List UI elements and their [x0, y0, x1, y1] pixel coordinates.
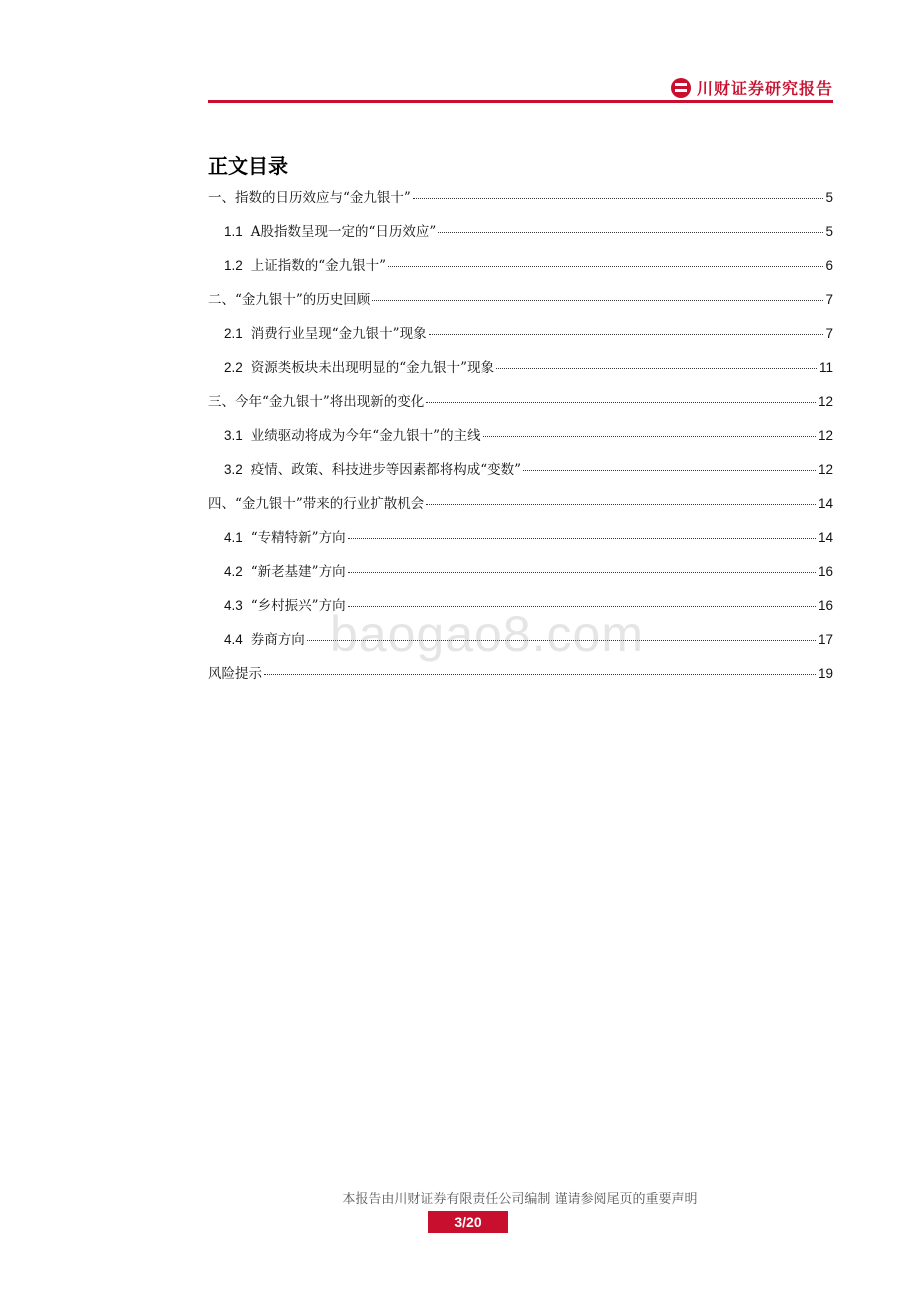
toc-entry[interactable]	[208, 254, 833, 288]
toc-entry-title: 业绩驱动将成为今年“金九银十”的主线	[250, 428, 481, 444]
toc-entry[interactable]	[208, 186, 833, 220]
toc-entry-title: “专精特新”方向	[250, 530, 346, 546]
toc-entry-page: 17	[817, 632, 833, 647]
toc-entry[interactable]	[208, 662, 833, 696]
toc-entry-page: 16	[817, 564, 833, 579]
page-number: 3/20	[428, 1211, 508, 1233]
brand-logo-icon	[671, 78, 691, 98]
toc-entry-title: 二、“金九银十”的历史回顾	[208, 292, 371, 308]
toc-entry-title: 上证指数的“金九银十”	[250, 258, 387, 274]
toc-leader-dots	[523, 470, 816, 471]
toc-entry-number: 4.4	[224, 632, 243, 647]
toc-entry-number: 1.2	[224, 258, 243, 273]
toc-entry-number: 4.2	[224, 564, 243, 579]
header-divider	[208, 100, 833, 103]
toc-entry[interactable]	[208, 220, 833, 254]
toc-entry-title: 风险提示	[208, 666, 262, 682]
toc-leader-dots	[264, 674, 816, 675]
toc-entry-page: 16	[817, 598, 833, 613]
toc-leader-dots	[496, 368, 817, 369]
toc-entry-title: 四、“金九银十”带来的行业扩散机会	[208, 496, 425, 512]
toc-entry-page: 6	[825, 258, 833, 273]
toc-entry-title: “新老基建”方向	[250, 564, 346, 580]
toc-entry[interactable]	[208, 390, 833, 424]
brand-logo	[671, 76, 833, 99]
toc-entry[interactable]	[208, 356, 833, 390]
toc-leader-dots	[426, 504, 816, 505]
toc-entry[interactable]	[208, 560, 833, 594]
toc-entry[interactable]	[208, 526, 833, 560]
toc-entry-page: 14	[817, 530, 833, 545]
toc-entry-title: 一、指数的日历效应与“金九银十”	[208, 190, 411, 206]
toc-entry-number: 3.2	[224, 462, 243, 477]
toc-entry-page: 12	[817, 394, 833, 409]
toc-entry-page: 5	[825, 190, 833, 205]
toc-entry-title: 消费行业呈现“金九银十”现象	[250, 326, 427, 342]
toc-entry[interactable]	[208, 288, 833, 322]
toc-entry-title: 券商方向	[250, 632, 305, 648]
toc-leader-dots	[413, 198, 824, 199]
toc-entry-number: 1.1	[224, 224, 243, 239]
toc-leader-dots	[426, 402, 816, 403]
toc-entry-title: 疫情、政策、科技进步等因素都将构成“变数”	[250, 462, 522, 478]
toc-entry-title: 资源类板块未出现明显的“金九银十”现象	[250, 360, 495, 376]
toc-entry-title: “乡村振兴”方向	[250, 598, 346, 614]
toc-leader-dots	[348, 572, 816, 573]
toc-leader-dots	[429, 334, 824, 335]
toc-entry-number: 3.1	[224, 428, 243, 443]
brand-name: 川财证券研究报告	[696, 79, 833, 98]
footer-disclaimer: 本报告由川财证券有限责任公司编制 谨请参阅尾页的重要声明	[342, 1192, 698, 1207]
toc-leader-dots	[372, 300, 823, 301]
toc-entry-number: 2.1	[224, 326, 243, 341]
toc-entry-number: 2.2	[224, 360, 243, 375]
toc-entry[interactable]	[208, 458, 833, 492]
toc-entry-page: 7	[825, 292, 833, 307]
toc-entry-number: 4.3	[224, 598, 243, 613]
toc-entry-number: 4.1	[224, 530, 243, 545]
toc-entry-page: 5	[825, 224, 833, 239]
toc-entry-title: A股指数呈现一定的“日历效应”	[250, 224, 437, 240]
toc-leader-dots	[388, 266, 823, 267]
toc-leader-dots	[438, 232, 823, 233]
toc-entry-page: 7	[825, 326, 833, 341]
toc-leader-dots	[348, 538, 816, 539]
toc-entry[interactable]	[208, 492, 833, 526]
toc-entry-page: 12	[817, 428, 833, 443]
toc-entry-page: 14	[817, 496, 833, 511]
toc-entry-title: 三、今年“金九银十”将出现新的变化	[208, 394, 425, 410]
toc-entry[interactable]	[208, 424, 833, 458]
toc-entry-page: 19	[817, 666, 833, 681]
toc-entry-page: 12	[817, 462, 833, 477]
toc-title: 正文目录	[208, 154, 288, 178]
toc-entry-page: 11	[818, 360, 833, 375]
toc-leader-dots	[483, 436, 816, 437]
watermark: baogao8.com	[330, 606, 645, 662]
toc-entry[interactable]	[208, 322, 833, 356]
